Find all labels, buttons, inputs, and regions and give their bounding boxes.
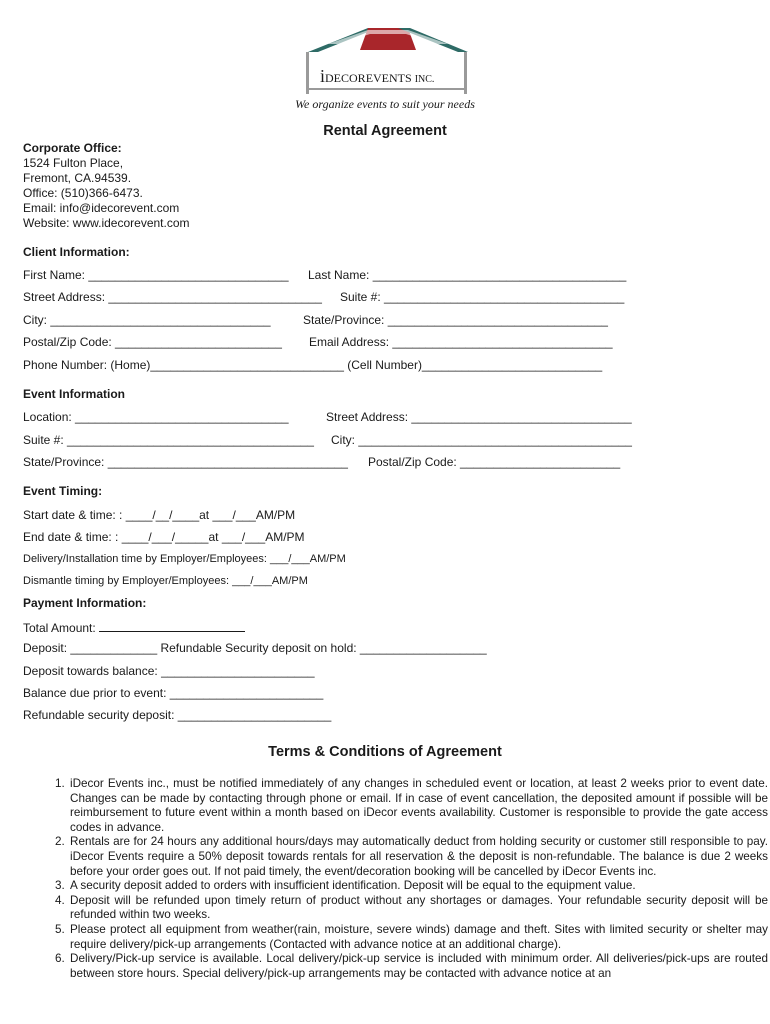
logo-post-left xyxy=(306,52,309,94)
tagline: We organize events to suit your needs xyxy=(295,97,475,111)
corporate-heading: Corporate Office: xyxy=(23,141,122,155)
first-name-field[interactable]: First Name: ______________________________ xyxy=(23,268,289,282)
corporate-address-line1: 1524 Fulton Place, xyxy=(23,156,124,170)
total-amount-line[interactable] xyxy=(99,619,245,632)
deposit-towards-balance-field[interactable]: Deposit towards balance: _______________________ xyxy=(23,664,315,678)
client-zip-field[interactable]: Postal/Zip Code: _________________________ xyxy=(23,335,282,349)
event-zip-field[interactable]: Postal/Zip Code: ________________________ xyxy=(368,455,621,469)
event-location-field[interactable]: Location: ________________________________ xyxy=(23,410,289,424)
timing-heading: Event Timing: xyxy=(23,484,103,498)
start-datetime-field[interactable]: Start date & time: : ____/__/____at ___/___AM/PM xyxy=(23,508,296,522)
event-city-field[interactable]: City: _________________________________________ xyxy=(331,433,632,447)
terms-heading: Terms & Conditions of Agreement xyxy=(268,744,502,760)
term-item-6: 6. Delivery/Pick-up service is available. Local delivery/pick-up service is included with minimum order. All deliveries/pick-ups are routed between store hours. Special delivery/pick-up arrangements may be contacted with advance notice at an xyxy=(68,952,768,981)
event-suite-field[interactable]: Suite #: _____________________________________ xyxy=(23,433,314,447)
payment-heading: Payment Information: xyxy=(23,596,147,610)
balance-due-field[interactable]: Balance due prior to event: _______________________ xyxy=(23,686,324,700)
client-state-field[interactable]: State/Province: _________________________________ xyxy=(303,313,608,327)
delivery-time-field[interactable]: Delivery/Installation time by Employer/Employees: ___/___AM/PM xyxy=(23,553,346,565)
event-heading: Event Information xyxy=(23,387,126,401)
client-city-field[interactable]: City: _________________________________ xyxy=(23,313,271,327)
company-logo xyxy=(298,22,478,102)
term-item-2: 2. Rentals are for 24 hours any additional hours/days may automatically deduct from holding security or customer still responsible to pay. iDecor Events require a 50% deposit towards rentals for all reservation & the deposit is non-refundable. The balance is due 2 weeks before your order goes out. If not paid timely, the event/decoration booking will be cancelled by iDecor Events inc. xyxy=(68,835,768,879)
corporate-email: Email: info@idecorevent.com xyxy=(23,201,180,215)
client-street-field[interactable]: Street Address: ________________________________ xyxy=(23,290,322,304)
refundable-deposit-field[interactable]: Refundable security deposit: _______________________ xyxy=(23,708,332,722)
corporate-website: Website: www.idecorevent.com xyxy=(23,216,190,230)
logo-wordmark: iDECOREVENTS INC. xyxy=(320,66,435,86)
terms-list xyxy=(48,777,768,981)
client-email-field[interactable]: Email Address: _________________________________ xyxy=(309,335,613,349)
event-street-field[interactable]: Street Address: _________________________________ xyxy=(326,410,632,424)
event-state-field[interactable]: State/Province: ____________________________________ xyxy=(23,455,348,469)
dismantle-time-field[interactable]: Dismantle timing by Employer/Employees: ___/___AM/PM xyxy=(23,575,308,587)
logo-post-right xyxy=(464,52,467,94)
term-item-3: 3. A security deposit added to orders with insufficient identification. Deposit will be equal to the equipment value. xyxy=(68,879,768,894)
corporate-address-line2: Fremont, CA.94539. xyxy=(23,171,132,185)
total-amount-field[interactable]: Total Amount: xyxy=(23,619,245,635)
client-phone-field[interactable]: Phone Number: (Home)_____________________________ (Cell Number)___________________________ xyxy=(23,358,603,372)
term-item-4: 4. Deposit will be refunded upon timely return of product without any shortages or damages. Your refundable security deposit will be refunded within two weeks. xyxy=(68,894,768,923)
last-name-field[interactable]: Last Name: ______________________________________ xyxy=(308,268,627,282)
client-suite-field[interactable]: Suite #: ____________________________________ xyxy=(340,290,625,304)
term-item-5: 5. Please protect all equipment from weather(rain, moisture, severe winds) damage and theft. Sites with limited security or shelter may require delivery/pick-up arrangements (Contacted with advance notice at an additional charge). xyxy=(68,923,768,952)
logo-graphic xyxy=(298,22,478,102)
corporate-office-phone: Office: (510)366-6473. xyxy=(23,186,143,200)
term-item-1: 1. iDecor Events inc., must be notified immediately of any changes in scheduled event or location, at least 2 weeks prior to event date. Changes can be made by contacting through phone or email. If in case of event cancellation, the deposited amount if possible will be reimbursement to future event within a month based on iDecor events availability. Customer is responsible to provide the gate access codes in advance. xyxy=(68,777,768,835)
end-datetime-field[interactable]: End date & time: : ____/___/_____at ___/___AM/PM xyxy=(23,530,305,544)
client-heading: Client Information: xyxy=(23,245,130,259)
deposit-field[interactable]: Deposit: _____________ Refundable Security deposit on hold: ___________________ xyxy=(23,641,487,655)
document-title: Rental Agreement xyxy=(323,123,447,139)
